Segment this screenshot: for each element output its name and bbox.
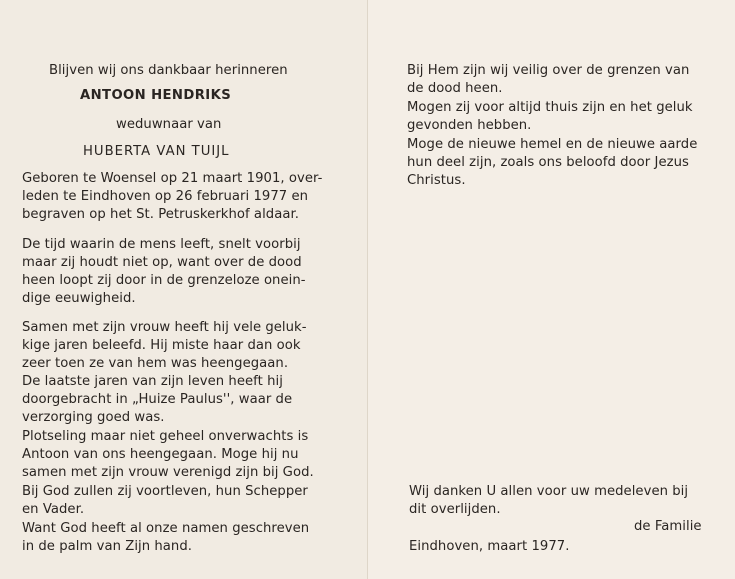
- para3-line-1: Samen met zijn vrouw heeft hij vele geluk-: [22, 320, 307, 335]
- para3-line-5: doorgebracht in „Huize Paulus'', waar de: [22, 392, 293, 407]
- thanks-line-1: Wij danken U allen voor uw medeleven bij: [409, 484, 689, 499]
- para2-line-1: De tijd waarin de mens leeft, snelt voorbij: [22, 237, 301, 252]
- para3-line-10: Bij God zullen zij voortleven, hun Schepper: [22, 484, 308, 499]
- prayer-line-6: hun deel zijn, zoals ons beloofd door Jezus: [407, 155, 689, 170]
- family-signature: de Familie: [634, 519, 702, 534]
- para3-line-13: in de palm van Zijn hand.: [22, 539, 193, 554]
- para2-line-2: maar zij houdt niet op, want over de dood: [22, 255, 302, 270]
- thanks-line-2: dit overlijden.: [409, 502, 501, 517]
- para1-line-3: begraven op het St. Petruskerkhof aldaar.: [22, 207, 299, 222]
- para3-line-9: samen met zijn vrouw verenigd zijn bij God.: [22, 465, 314, 480]
- prayer-line-3: Mogen zij voor altijd thuis zijn en het geluk: [407, 100, 693, 115]
- prayer-line-4: gevonden hebben.: [407, 118, 532, 133]
- para3-line-11: en Vader.: [22, 502, 85, 517]
- intro-line: Blijven wij ons dankbaar herinneren: [49, 63, 288, 78]
- para3-line-6: verzorging goed was.: [22, 410, 165, 425]
- right-page: [368, 0, 735, 579]
- para2-line-4: dige eeuwigheid.: [22, 291, 136, 306]
- para1-line-1: Geboren te Woensel op 21 maart 1901, over-: [22, 171, 323, 186]
- para3-line-2: kige jaren beleefd. Hij miste haar dan ook: [22, 338, 301, 353]
- prayer-line-1: Bij Hem zijn wij veilig over de grenzen van: [407, 63, 690, 78]
- para3-line-4: De laatste jaren van zijn leven heeft hij: [22, 374, 283, 389]
- prayer-line-2: de dood heen.: [407, 81, 503, 96]
- relation-line: weduwnaar van: [116, 117, 222, 132]
- para3-line-12: Want God heeft al onze namen geschreven: [22, 521, 310, 536]
- para2-line-3: heen loopt zij door in de grenzeloze onein-: [22, 273, 306, 288]
- prayer-line-7: Christus.: [407, 173, 466, 188]
- deceased-name: ANTOON HENDRIKS: [80, 88, 232, 103]
- para1-line-2: leden te Eindhoven op 26 februari 1977 en: [22, 189, 309, 204]
- para3-line-7: Plotseling maar niet geheel onverwachts is: [22, 429, 309, 444]
- para3-line-8: Antoon van ons heengegaan. Moge hij nu: [22, 447, 299, 462]
- prayer-line-5: Moge de nieuwe hemel en de nieuwe aarde: [407, 137, 698, 152]
- spouse-name: HUBERTA VAN TUIJL: [83, 144, 230, 159]
- place-date: Eindhoven, maart 1977.: [409, 539, 570, 554]
- para3-line-3: zeer toen ze van hem was heengegaan.: [22, 356, 289, 371]
